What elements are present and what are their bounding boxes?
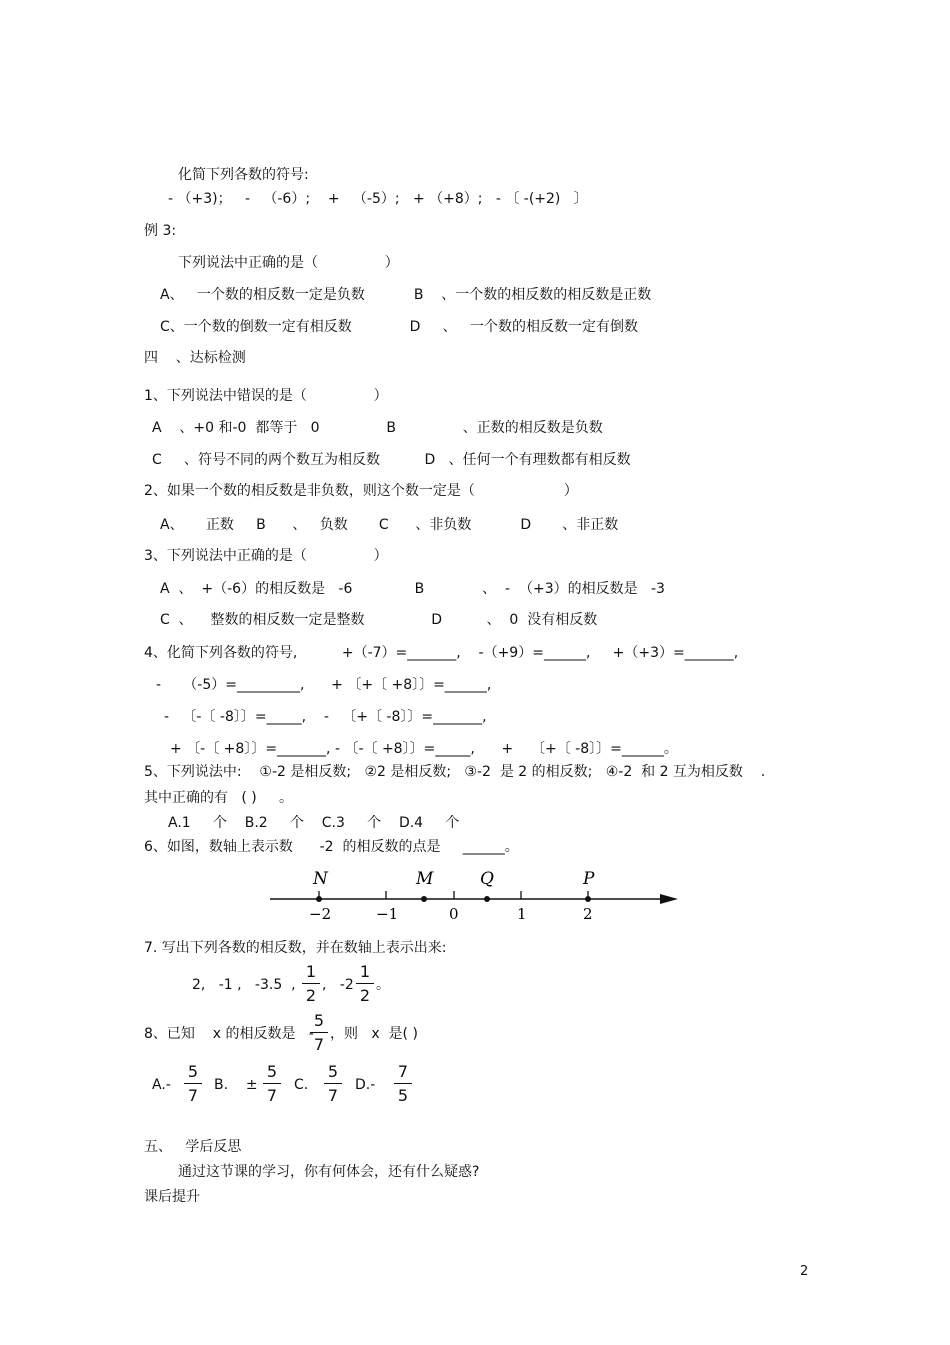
options-line: A 、 +（-6）的相反数是 -6 B 、 - （+3）的相反数是 -3 (160, 581, 665, 597)
expression-line: - 〔-〔 -8〕〕=_____, - 〔+〔 -8〕〕=_______, (164, 709, 487, 725)
fraction: 5 7 (263, 1063, 281, 1105)
point-m-dot (421, 896, 427, 902)
options-line: A 、+0 和-0 都等于 0 B 、正数的相反数是负数 (152, 420, 603, 436)
question-line: 2、如果一个数的相反数是非负数，则这个数一定是（ ） (144, 483, 578, 499)
options-line: A.1 个 B.2 个 C.3 个 D.4 个 (168, 815, 460, 831)
point-label-p: P (583, 869, 595, 889)
point-n-dot (316, 896, 322, 902)
example-heading: 例 3: (144, 223, 177, 239)
point-label-m: M (416, 869, 434, 889)
fraction: 5 7 (324, 1063, 342, 1105)
option-d: D.- (355, 1077, 376, 1093)
question-line: 8、已知 x 的相反数是 - (144, 1026, 314, 1042)
value-list: 2, -1 , -3.5 , (192, 977, 296, 993)
arrow-head-icon (660, 894, 678, 904)
fraction: 7 5 (394, 1063, 412, 1105)
question-line: 其中正确的有 ( ) 。 (144, 790, 293, 806)
question-line: 下列说法中正确的是（ ） (178, 255, 399, 271)
tick-label: −1 (376, 905, 399, 923)
page-number: 2 (800, 1264, 809, 1279)
expression-line: + 〔-〔 +8〕〕=_______, - 〔-〔 +8〕〕=_____, + 〔+〔 -8〕〕=______。 (170, 741, 678, 757)
options-line: C 、符号不同的两个数互为相反数 D 、任何一个有理数都有相反数 (152, 452, 631, 468)
expression-line: - （-5）=_________, + 〔+〔 +8〕〕=______, (156, 677, 492, 693)
options-line: A、 正数 B 、 负数 C 、非负数 D 、非正数 (160, 517, 619, 533)
options-line: C 、 整数的相反数一定是整数 D 、 0 没有相反数 (160, 612, 598, 628)
option-b: B. ± (214, 1077, 258, 1093)
reflection-prompt: 通过这节课的学习，你有何体会，还有什么疑惑? (178, 1164, 480, 1180)
tick-label: 2 (583, 905, 593, 923)
fraction: 1 2 (356, 963, 374, 1005)
option-a: A.- (152, 1077, 171, 1093)
option-c: C. (294, 1077, 309, 1093)
options-line: C、一个数的倒数一定有相反数 D 、 一个数的相反数一定有倒数 (160, 319, 639, 335)
section-heading: 四 、达标检测 (144, 350, 246, 366)
fraction: 5 7 (184, 1063, 202, 1105)
point-p-dot (585, 896, 591, 902)
point-label-n: N (313, 869, 328, 889)
question-line: 4、化简下列各数的符号, +（-7）=_______, -（+9）=______, +（+3）=_______, (144, 645, 739, 661)
question-line: ，则 x 是( ) (330, 1026, 418, 1042)
question-line: 7. 写出下列各数的相反数，并在数轴上表示出来: (144, 940, 447, 956)
expression-line: - （+3)； - （-6）; + （-5）; + （+8）; - 〔 -(+2) 〕 (168, 191, 588, 207)
fraction: 1 2 (302, 963, 320, 1005)
question-line: 3、下列说法中正确的是（ ） (144, 548, 388, 564)
point-label-q: Q (480, 869, 494, 889)
question-line: 6、如图，数轴上表示数 -2 的相反数的点是 ______。 (144, 839, 519, 855)
question-line: 1、下列说法中错误的是（ ） (144, 388, 388, 404)
tick-label: 1 (517, 905, 527, 923)
point-q-dot (484, 896, 490, 902)
question-line: 5、下列说法中: ①-2 是相反数; ②2 是相反数; ③-2 是 2 的相反数; ④-2 和 2 互为相反数 . (144, 764, 766, 780)
tick-label: 0 (449, 905, 459, 923)
section-heading: 五、 学后反思 (144, 1139, 242, 1155)
options-line: A、 一个数的相反数一定是负数 B 、一个数的相反数的相反数是正数 (160, 287, 652, 303)
instruction-line: 化简下列各数的符号: (178, 167, 309, 183)
section-heading: 课后提升 (144, 1189, 200, 1205)
value-list: , -2 (322, 977, 354, 993)
number-line-figure (262, 862, 686, 926)
fraction: 5 7 (310, 1012, 328, 1054)
tick-label: −2 (309, 905, 332, 923)
value-list: 。 (376, 977, 390, 993)
